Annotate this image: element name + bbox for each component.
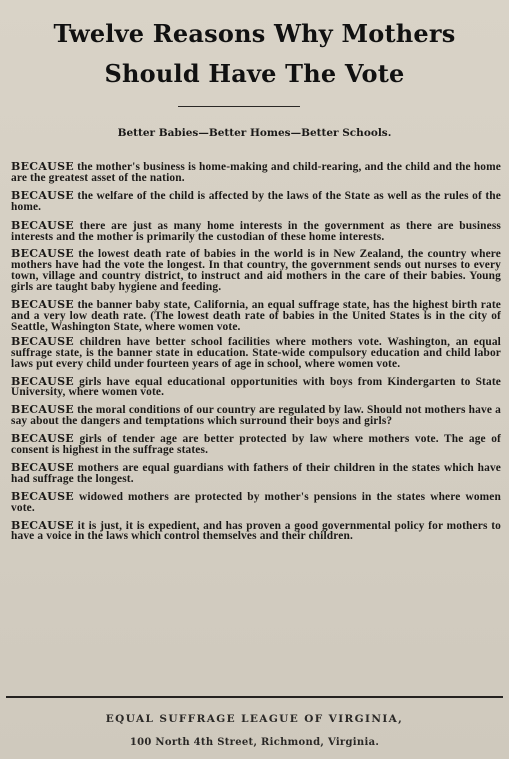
reason-item — [11, 434, 501, 456]
reason-item — [11, 460, 501, 485]
page-title-line-1: Twelve Reasons Why Mothers — [53, 19, 456, 48]
footer-organization: EQUAL SUFFRAGE LEAGUE OF VIRGINIA, — [105, 713, 404, 725]
reason-item — [11, 162, 501, 184]
reason-text: it is just, it is expedient, and has proven a good governmental policy for mothers to have a voice in the laws which control themselves and their children. — [11, 519, 501, 543]
reason-item — [11, 249, 501, 293]
reason-text: the lowest death rate of babies in the world is in New Zealand, the country where mothers have had the vote the longest. In that country, the government sends out nurses to every town, village and country district, to instruct and aid mothers in the care of their babies. Young girls are taught baby hygiene and feeding. — [11, 248, 501, 294]
page-title-line-2: Should Have The Vote — [104, 59, 405, 88]
footer-divider — [6, 696, 503, 698]
reason-keyword: BECAUSE — [11, 460, 74, 474]
reason-text: there are just as many home interests in the government as there are business interests and the mother is primarily the custodian of these home interests. — [11, 219, 501, 243]
reason-item — [11, 374, 501, 399]
reason-text: the welfare of the child is affected by the laws of the State as well as the rules of the home. — [11, 189, 501, 213]
reason-keyword: BECAUSE — [11, 518, 74, 532]
reason-text: the mother's business is home-making and child-rearing, and the child and the home are the greatest asset of the nation. — [11, 161, 501, 184]
title-divider — [178, 106, 300, 107]
reason-item — [11, 334, 501, 370]
reason-item — [11, 218, 501, 243]
reason-text: the banner baby state, California, an equal suffrage state, has the highest birth rate and a very low death rate. (The lowest death rate of babies in the United States is in the city of Seattle, Washington State, where women vote. — [11, 299, 501, 333]
reason-item — [11, 518, 501, 543]
reason-text: girls of tender age are better protected by law where mothers vote. The age of consent is highest in the suffrage states. — [11, 433, 501, 457]
reason-text: girls have equal educational opportunities with boys from Kindergarten to State University, where women vote. — [11, 375, 501, 399]
reasons-list — [11, 155, 501, 542]
reason-keyword: BECAUSE — [11, 403, 74, 417]
reason-item — [11, 489, 501, 514]
reason-item — [11, 405, 501, 427]
motto: Better Babies—Better Homes—Better Schools. — [117, 127, 392, 139]
reason-keyword: BECAUSE — [11, 247, 74, 261]
reason-keyword: BECAUSE — [11, 489, 74, 503]
reason-text: mothers are equal guardians with fathers of their children in the states which have had suffrage the longest. — [11, 461, 501, 485]
reason-keyword: BECAUSE — [11, 218, 74, 232]
footer-address: 100 North 4th Street, Richmond, Virginia. — [129, 737, 380, 748]
reason-text: the moral conditions of our country are regulated by law. Should not mothers have a say about the dangers and temptations which surround their boys and girls? — [11, 404, 501, 428]
reason-item — [11, 188, 501, 213]
reason-text: widowed mothers are protected by mother's pensions in the states where women vote. — [11, 490, 501, 514]
reason-keyword: BECAUSE — [11, 374, 74, 388]
reason-text: children have better school facilities where mothers vote. Washington, an equal suffrage state, is the banner state in education. State-wide compulsory education and child labor laws put every child under fourteen years of age in school, where women vote. — [11, 335, 501, 370]
reason-keyword: BECAUSE — [11, 334, 74, 348]
reason-keyword: BECAUSE — [11, 188, 74, 202]
reason-keyword: BECAUSE — [11, 298, 74, 312]
reason-keyword: BECAUSE — [11, 160, 74, 173]
reason-keyword: BECAUSE — [11, 432, 74, 446]
reason-item — [11, 300, 501, 333]
